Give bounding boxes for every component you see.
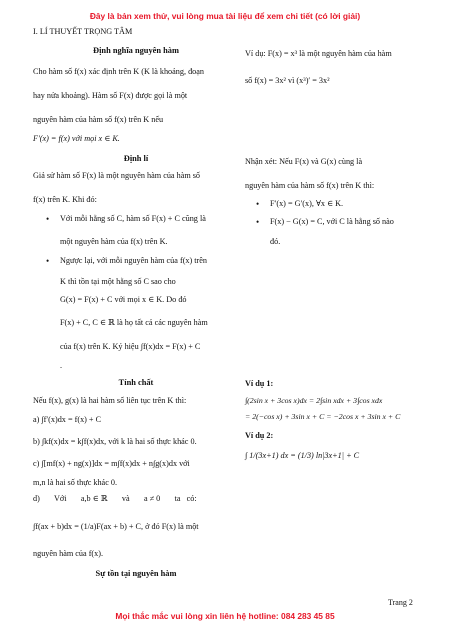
definition-line-1: Cho hàm số f(x) xác định trên K (K là khoảng, đoạn	[33, 67, 204, 76]
page-number: Trang 2	[388, 598, 413, 607]
definition-line-4: F′(x) = f(x) với mọi x ∈ K.	[33, 134, 120, 143]
property-b: b) ∫kf(x)dx = k∫f(x)dx, với k là hai số thực khác 0.	[33, 437, 197, 446]
existence-heading: Sự tồn tại nguyên hàm	[95, 569, 177, 578]
bullet-icon: •	[46, 256, 50, 266]
bullet-icon: •	[46, 214, 50, 224]
remark-bullet-2-text: F(x) − G(x) = C, với C là hằng số nào	[270, 217, 394, 226]
example-definition-line-2: số f(x) = 3x² vì (x³)′ = 3x²	[245, 76, 330, 85]
theorem-intro-2: f(x) trên K. Khi đó:	[33, 195, 97, 204]
property-a: a) ∫f′(x)dx = f(x) + C	[33, 415, 102, 424]
bullet-icon: •	[256, 217, 260, 227]
property-c: c) ∫[mf(x) + ng(x)]dx = m∫f(x)dx + n∫g(x)dx với	[33, 459, 190, 468]
theorem-bullet-2-line-1: Ngược lại, với mỗi nguyên hàm của f(x) trên	[60, 256, 208, 265]
property-d: d) Với a,b ∈ ℝ và a ≠ 0 ta có:	[33, 494, 197, 503]
top-banner: Đây là bản xem thử, vui lòng mua tài liệu để xem chi tiết (có lời giải)	[89, 11, 361, 21]
example-definition-line-1: Ví dụ: F(x) = x³ là một nguyên hàm của hàm	[245, 49, 392, 58]
remark-bullet-1	[256, 198, 430, 210]
section-title: I. LÍ THUYẾT TRỌNG TÂM	[33, 27, 133, 36]
example-1-line-1: ∫(2sin x + 3cos x)dx = 2∫sin xdx + 3∫cos xdx	[245, 396, 383, 405]
example-2-label: Ví dụ 2:	[245, 431, 274, 440]
example-1-line-2: = 2(−cos x) + 3sin x + C = −2cos x + 3sin x + C	[245, 412, 401, 421]
remark-bullet-1-text: F′(x) = G′(x), ∀x ∈ K.	[270, 199, 344, 208]
theorem-intro-1: Giả sử hàm số F(x) là một nguyên hàm của hàm số	[33, 171, 201, 180]
property-d-line-3: nguyên hàm của f(x).	[33, 549, 104, 558]
theorem-bullet-1-line-1: Với mỗi hằng số C, hàm số F(x) + C cũng là	[60, 214, 206, 223]
remark-line-2: nguyên hàm của hàm số f(x) trên K thì:	[245, 181, 375, 190]
remark-bullet-2-end: đó.	[270, 237, 281, 246]
theorem-bullet-2	[46, 255, 240, 267]
theorem-bullet-1-line-2: một nguyên hàm của f(x) trên K.	[60, 237, 168, 246]
theorem-bullet-2-line-2: K thì tồn tại một hằng số C sao cho	[60, 277, 176, 286]
example-1-label: Ví dụ 1:	[245, 379, 274, 388]
bottom-banner: Mọi thắc mắc vui lòng xin liên hệ hotline: 084 283 45 85	[115, 611, 335, 621]
definition-line-2: hay nửa khoảng). Hàm số F(x) được gọi là một	[33, 91, 188, 100]
bullet-icon: •	[256, 199, 260, 209]
properties-heading: Tính chất	[118, 378, 154, 387]
example-2-line-1: ∫ 1/(3x+1) dx = (1/3) ln|3x+1| + C	[245, 451, 360, 460]
definition-line-3: nguyên hàm của hàm số f(x) trên K nếu	[33, 115, 164, 124]
definition-heading: Định nghĩa nguyên hàm	[93, 46, 179, 55]
remark-bullet-2	[256, 216, 430, 228]
theorem-bullet-2-line-4: F(x) + C, C ∈ ℝ là họ tất cả các nguyên hàm	[60, 318, 208, 327]
theorem-bullet-2-line-3: G(x) = F(x) + C với mọi x ∈ K. Do đó	[60, 295, 187, 304]
theorem-bullet-2-line-6: .	[60, 361, 63, 370]
theorem-heading: Định lí	[123, 154, 149, 163]
remark-line-1: Nhận xét: Nếu F(x) và G(x) cùng là	[245, 157, 363, 166]
properties-intro: Nếu f(x), g(x) là hai hàm số liên tục trên K thì:	[33, 396, 187, 405]
theorem-bullet-2-line-5: của f(x) trên K. Ký hiệu ∫f(x)dx = F(x) + C	[60, 342, 201, 351]
theorem-bullet-1	[46, 213, 240, 225]
property-c-line-2: m,n là hai số thực khác 0.	[33, 478, 118, 487]
property-d-line-2: ∫f(ax + b)dx = (1/a)F(ax + b) + C, ở đó F(x) là một	[33, 522, 199, 531]
